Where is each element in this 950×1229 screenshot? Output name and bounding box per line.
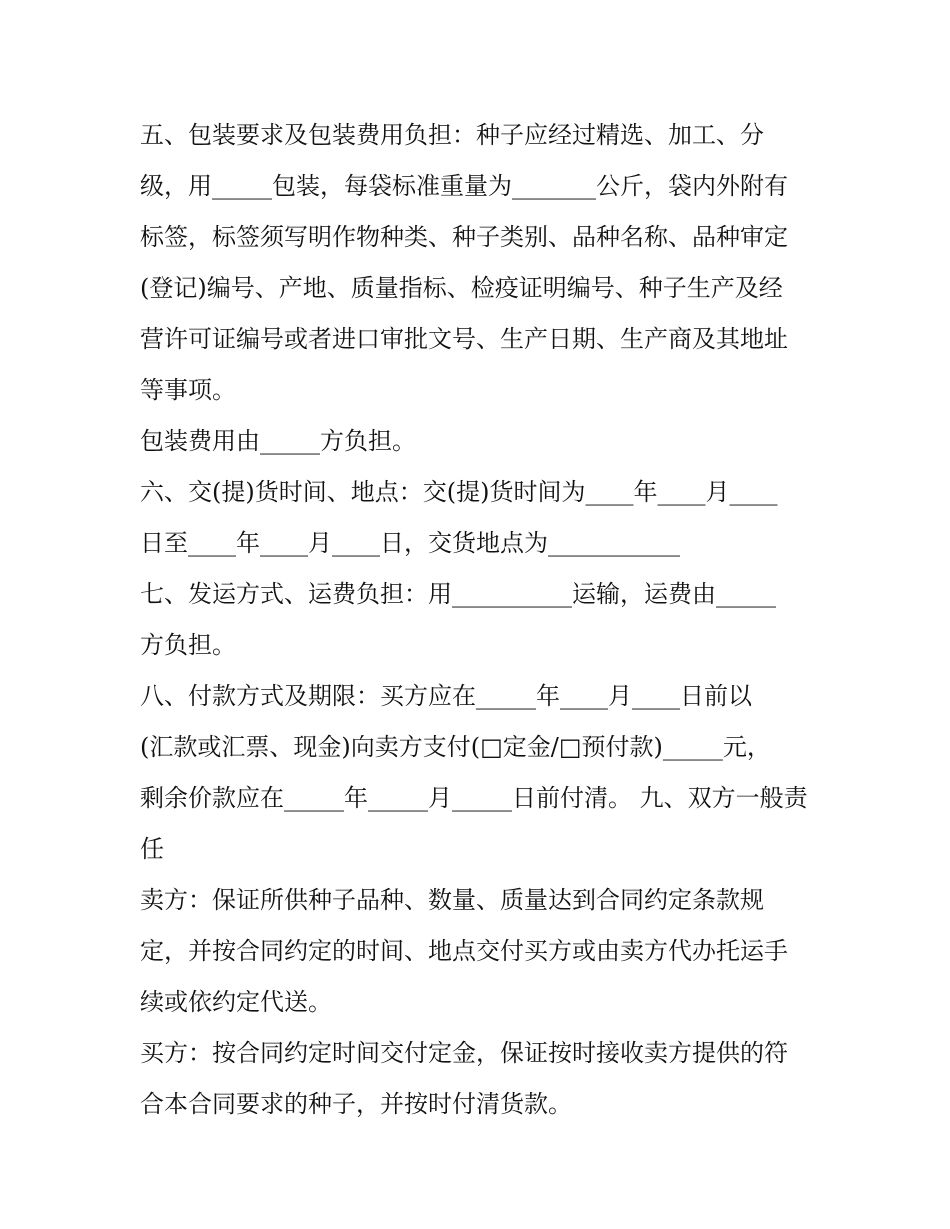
text-line: 营许可证编号或者进口审批文号、生产日期、生产商及其地址 (140, 325, 788, 353)
text-line: 合本合同要求的种子，并按时付清货款。 (140, 1090, 572, 1118)
text-line: 定，并按合同约定的时间、地点交付买方或由卖方代办托运手 (140, 937, 788, 965)
text-line: 日至____年____月____日，交货地点为___________ (140, 529, 680, 557)
text-line: 八、付款方式及期限：买方应在_____年____月____日前以 (140, 682, 752, 710)
text-line: 任 (140, 835, 164, 863)
text-line: 卖方：保证所供种子品种、数量、质量达到合同约定条款规 (140, 886, 764, 914)
text-line: 级，用_____包装，每袋标准重量为_______公斤，袋内外附有 (140, 172, 788, 200)
text-line: 买方：按合同约定时间交付定金，保证按时接收卖方提供的符 (140, 1039, 788, 1067)
text-line: 等事项。 (140, 376, 236, 404)
text-line: 标签，标签须写明作物种类、种子类别、品种名称、品种审定 (140, 223, 788, 251)
text-line: 六、交(提)货时间、地点：交(提)货时间为____年____月____ (140, 478, 778, 506)
text-line: (登记)编号、产地、质量指标、检疫证明编号、种子生产及经 (140, 274, 783, 302)
contract-text-block (140, 110, 820, 1130)
text-line: 七、发运方式、运费负担：用__________运输，运费由_____ (140, 580, 776, 608)
text-line: 方负担。 (140, 631, 236, 659)
text-line: 包装费用由_____方负担。 (140, 427, 416, 455)
text-line: 续或依约定代送。 (140, 988, 332, 1016)
text-line: 五、包装要求及包装费用负担：种子应经过精选、加工、分 (140, 121, 764, 149)
text-line: (汇款或汇票、现金)向卖方支付(□定金/□预付款)_____元， (140, 733, 771, 761)
text-line: 剩余价款应在_____年_____月_____日前付清。 九、双方一般责 (140, 784, 808, 812)
